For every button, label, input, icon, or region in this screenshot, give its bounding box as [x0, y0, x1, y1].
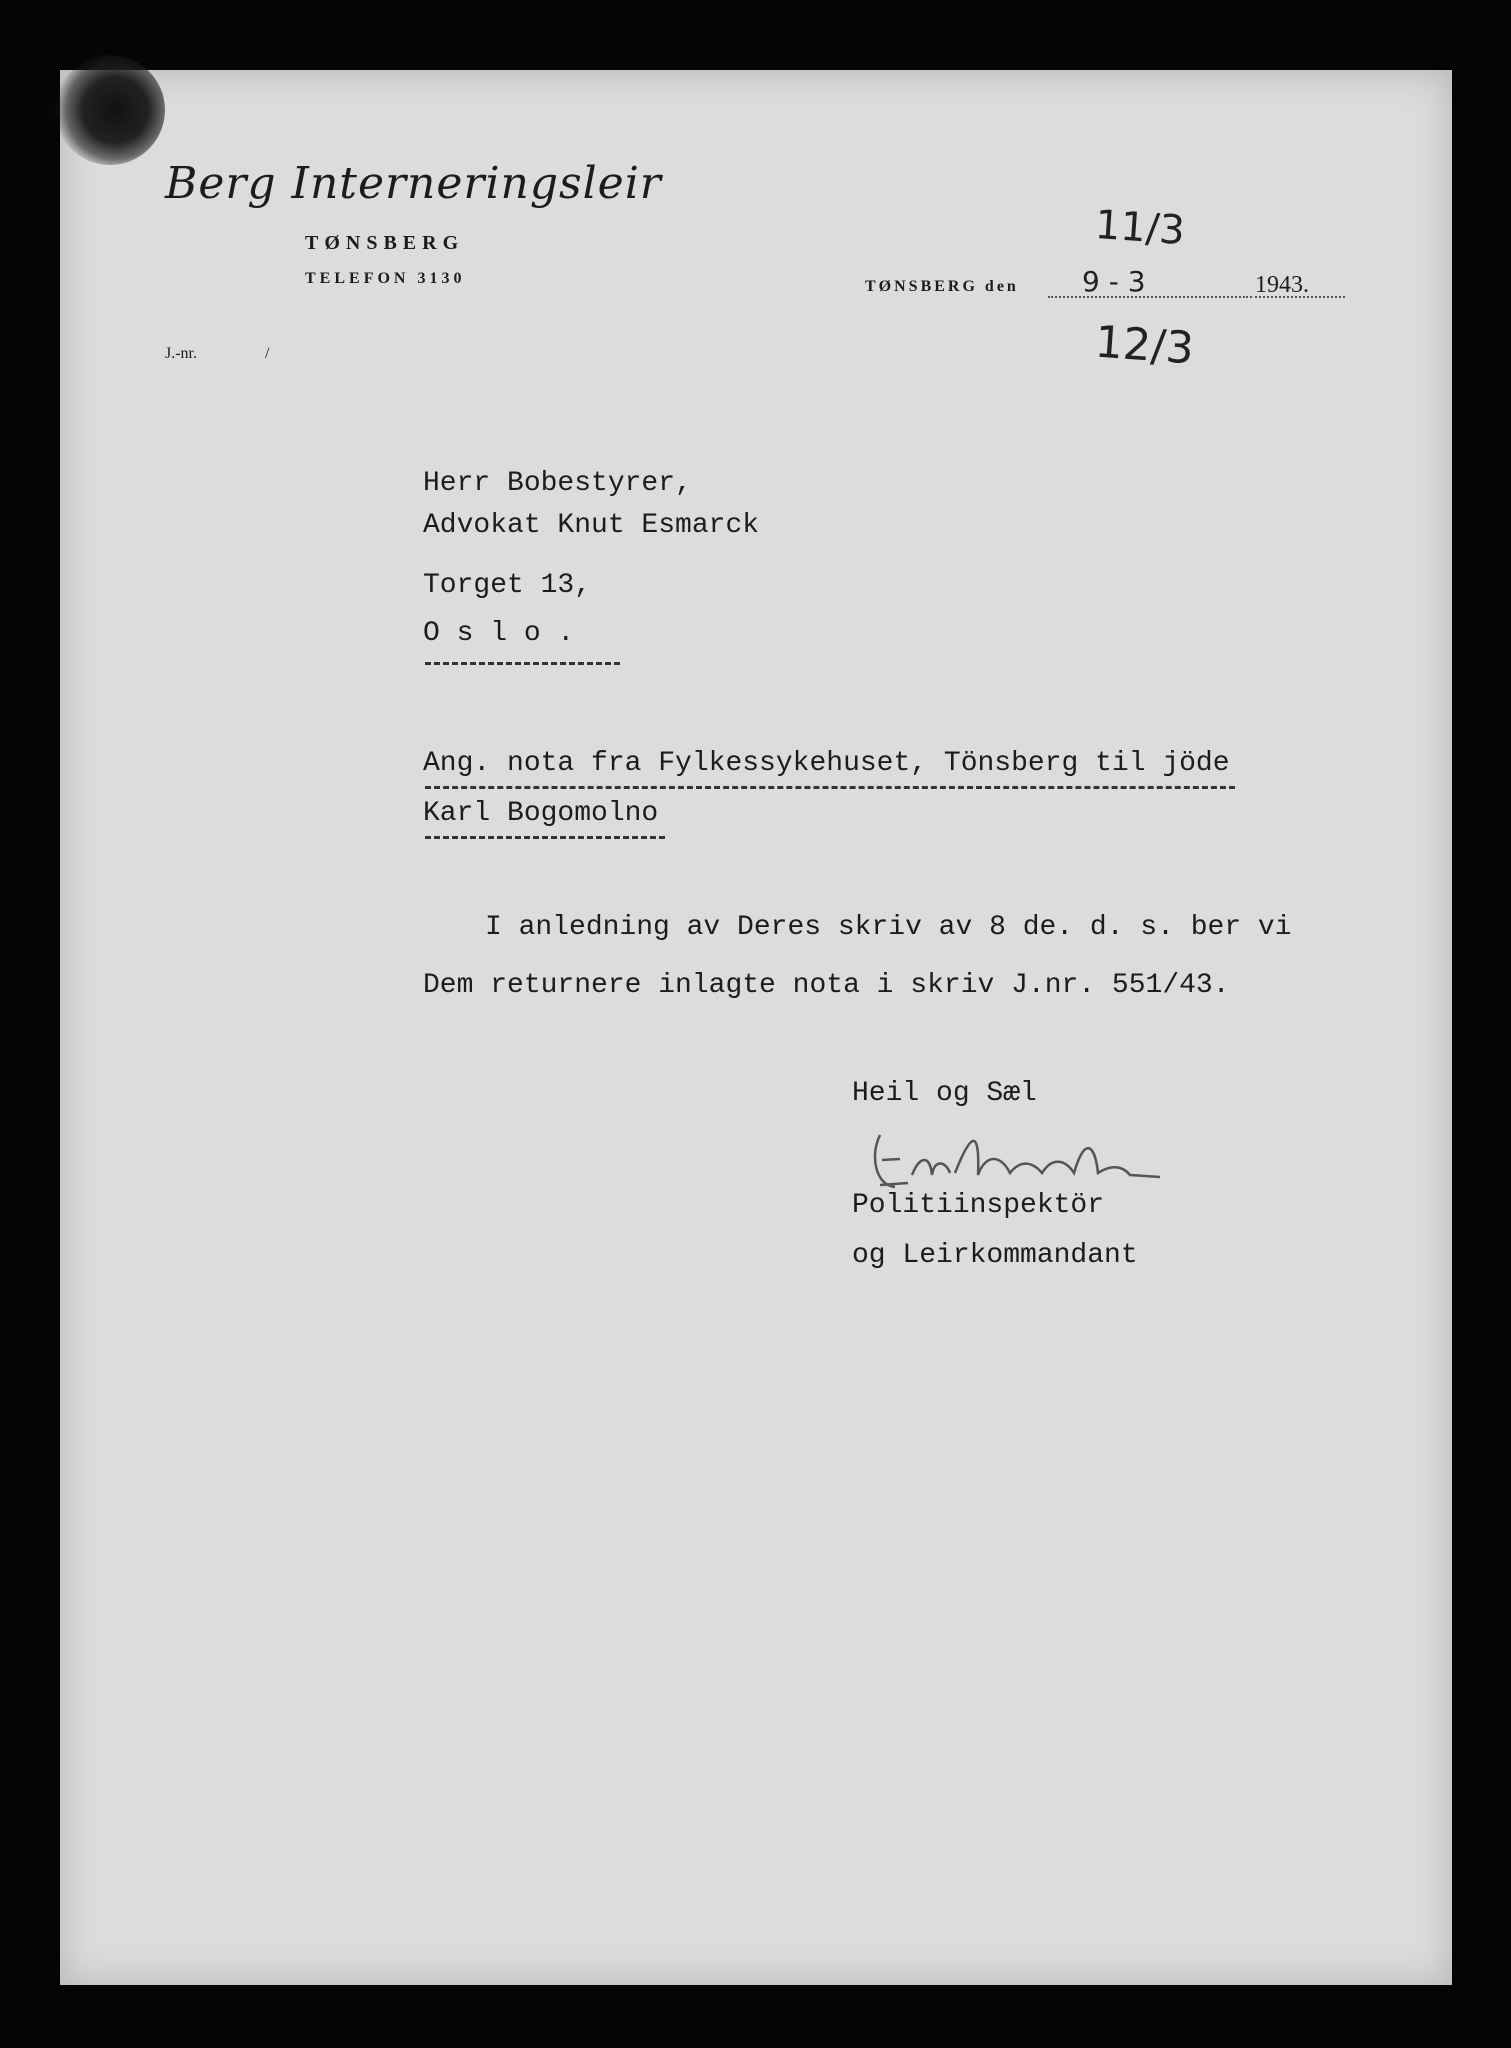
letterhead-phone: TELEFON 3130: [305, 270, 466, 287]
body-line1: I anledning av Deres skriv av 8 de. d. s. ber vi: [485, 912, 1292, 943]
closing-title1: Politiinspektör: [852, 1190, 1105, 1221]
body-line2: Dem returnere inlagte nota i skriv J.nr. 551/43.: [423, 970, 1230, 1001]
recipient-line4: O s l o .: [423, 618, 575, 649]
year-dotted-line: [1250, 296, 1345, 298]
letterhead-name: Berg Interneringsleir: [165, 158, 662, 209]
handwritten-note-top: 11/3: [1093, 201, 1187, 255]
date-year: 1943.: [1255, 272, 1309, 298]
subject-underline-1: [425, 786, 1235, 789]
handwritten-note-bottom: 12/3: [1093, 316, 1196, 375]
closing-title2: og Leirkommandant: [852, 1240, 1138, 1271]
date-prefix: TØNSBERG den: [865, 278, 1019, 295]
letterhead-city: TØNSBERG: [305, 232, 465, 254]
date-dotted-line: [1048, 296, 1248, 298]
burn-mark: [55, 55, 165, 165]
closing-greeting: Heil og Sæl: [852, 1078, 1037, 1109]
recipient-line2: Advokat Knut Esmarck: [423, 510, 760, 541]
recipient-underline: [425, 662, 620, 665]
subject-line2: Karl Bogomolno: [423, 798, 659, 829]
date-day-month: 9 - 3: [1082, 265, 1146, 298]
recipient-line1: Herr Bobestyrer,: [423, 468, 692, 499]
journal-label: J.-nr.: [165, 345, 197, 362]
subject-line1: Ang. nota fra Fylkessykehuset, Tönsberg til jöde: [423, 748, 1230, 779]
recipient-line3: Torget 13,: [423, 570, 592, 601]
subject-underline-2: [425, 836, 665, 839]
journal-value: /: [265, 345, 270, 362]
